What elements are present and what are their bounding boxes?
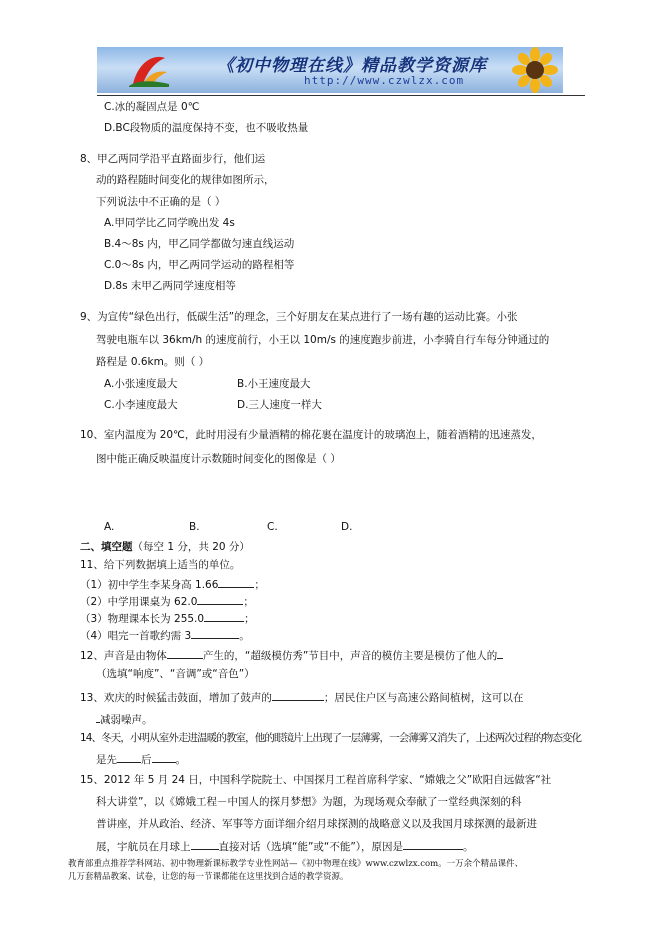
q11-item-1: （1）初中学生李某身高 1.66 ； — [80, 576, 265, 592]
site-logo-icon — [125, 50, 171, 90]
section-2-heading — [80, 540, 250, 554]
q13-text-3-content: 减弱噪声。 — [100, 714, 153, 726]
q9-text-3: 路程是 0.6km。则（ ） — [96, 356, 210, 368]
q14-text-3: 后 — [141, 754, 152, 766]
q11-item-2: （2）中学用课桌为 62.0 ； — [80, 593, 254, 609]
q12-text-3: （选填“响度”、“音调”或“音色”） — [96, 668, 255, 680]
header-banner — [97, 47, 563, 93]
q11-text: 11、给下列数据填上适当的单位。 — [80, 559, 241, 571]
q13-text-3 — [96, 711, 153, 727]
q10-option-d: D. — [341, 521, 353, 533]
footer-line-2: 几万套精品教案、试卷，让您的每一节课都能在这里找到合适的教学资源。 — [68, 872, 349, 882]
q13-line-1 — [80, 689, 523, 705]
q12-line-1 — [80, 647, 503, 663]
q15-text-1: 15、2012 年 5 月 24 日，中国科学院院士、中国探月工程首席科学家、“嫦娥之父”欧阳自远做客“社 — [80, 774, 552, 786]
q9-option-b: B.小王速度最大 — [237, 378, 311, 390]
header-rule — [97, 95, 585, 96]
blank-q13-1[interactable] — [272, 689, 324, 701]
q10-option-c: C. — [267, 521, 278, 533]
q9-option-c: C.小李速度最大 — [104, 399, 178, 411]
q11-item-4-text: （4）唱完一首歌约需 3 — [80, 630, 192, 642]
q15-line-4 — [96, 838, 474, 854]
blank-q15-2[interactable] — [403, 838, 463, 850]
q10-option-b: B. — [189, 521, 200, 533]
q8-option-b: B.4～8s 内，甲乙同学都做匀速直线运动 — [104, 238, 295, 250]
header-title: 《初中物理在线》精品教学资源库 — [217, 56, 487, 76]
blank-q11-4[interactable] — [191, 627, 239, 639]
blank-q12-2[interactable] — [497, 647, 503, 659]
q8-text-2: 动的路程随时间变化的规律如图所示， — [96, 174, 275, 186]
q8-text-1: 8、甲乙两同学沿平直路面步行，他们运 — [80, 153, 266, 165]
option-c-prev: C.冰的凝固点是 0℃ — [104, 101, 200, 113]
blank-q15-1[interactable] — [191, 838, 219, 850]
q11-item-3-text: （3）物理课本长为 255.0 — [80, 613, 205, 625]
section-2-title: 二、填空题 — [80, 541, 133, 553]
q14-text-1: 14、冬天，小明从室外走进温暖的教室，他的眼镜片上出现了一层薄雾，一会薄雾又消失了，上述两次过程的物态变化 — [80, 732, 582, 744]
footer-line-1: 教育部重点推荐学科网站、初中物理新课标教学专业性网站—《初中物理在线》www.czwlzx.com。一万余个精品课件、 — [68, 859, 524, 869]
q11-item-2-text: （2）中学用课桌为 62.0 — [80, 596, 198, 608]
q15-text-3: 普讲座，并从政治、经济、军事等方面详细介绍月球探测的战略意义以及我国月球探测的最新进 — [96, 818, 537, 830]
blank-q12-1[interactable] — [167, 647, 203, 659]
q14-text-2: 是先 — [96, 754, 117, 766]
q10-text-1: 10、室内温度为 20℃，此时用浸有少量酒精的棉花裹在温度计的玻璃泡上，随着酒精的迅速蒸发， — [80, 429, 542, 441]
q11-item-4: （4）唱完一首歌约需 3 。 — [80, 627, 250, 643]
option-d-prev: D.BC段物质的温度保持不变，也不吸收热量 — [104, 122, 309, 134]
q9-option-d: D.三人速度一样大 — [237, 399, 322, 411]
q9-text-1: 9、为宣传“绿色出行，低碳生活”的理念，三个好朋友在某点进行了一场有趣的运动比赛。小张 — [80, 311, 518, 323]
q8-option-c: C.0～8s 内，甲乙两同学运动的路程相等 — [104, 259, 295, 271]
q9-text-2: 驾驶电瓶车以 36km/h 的速度前行，小王以 10m/s 的速度跑步前进，小李骑自行车每分钟通过的 — [96, 334, 550, 346]
q8-option-a: A.甲同学比乙同学晚出发 4s — [104, 217, 235, 229]
q8-text-3: 下列说法中不正确的是（ ） — [96, 196, 226, 208]
q14-text-4: 。 — [175, 754, 186, 766]
q10-option-a: A. — [104, 521, 115, 533]
blank-q11-3[interactable] — [204, 610, 244, 622]
blank-q14-2[interactable] — [152, 751, 176, 763]
q15-text-6: 。 — [463, 841, 474, 853]
header-url: http://www.czwlzx.com — [304, 74, 465, 87]
q15-text-2: 科大讲堂”，以《嫦娥工程－中国人的探月梦想》为题，为现场观众奉献了一堂经典深刻的科 — [96, 796, 522, 808]
q15-text-5: 直接对话（选填“能”或“不能”），原因是 — [218, 841, 404, 853]
section-2-note: （每空 1 分，共 20 分） — [132, 541, 250, 553]
blank-q11-2[interactable] — [197, 593, 243, 605]
q11-item-3: （3）物理课本长为 255.0 ； — [80, 610, 255, 626]
q9-option-a: A.小张速度最大 — [104, 378, 178, 390]
q8-option-d: D.8s 末甲乙两同学速度相等 — [104, 280, 236, 292]
q13-text-1: 13、欢庆的时候猛击鼓面，增加了鼓声的 — [80, 692, 272, 704]
q13-text-2: ；居民住户区与高速公路间植树，这可以在 — [323, 692, 524, 704]
blank-q14-1[interactable] — [117, 751, 141, 763]
sunflower-icon — [505, 47, 559, 93]
q12-text-2: 产生的，“超级模仿秀”节目中，声音的模仿主要是模仿了他人的 — [202, 650, 498, 662]
q11-item-1-text: （1）初中学生李某身高 1.66 — [80, 579, 219, 591]
q15-text-4: 展，宇航员在月球上 — [96, 841, 191, 853]
blank-q11-1[interactable] — [218, 576, 254, 588]
q12-text-1: 12、声音是由物体 — [80, 650, 167, 662]
q14-line-2 — [96, 751, 186, 767]
q10-text-2: 图中能正确反映温度计示数随时间变化的图像是（ ） — [96, 453, 341, 465]
